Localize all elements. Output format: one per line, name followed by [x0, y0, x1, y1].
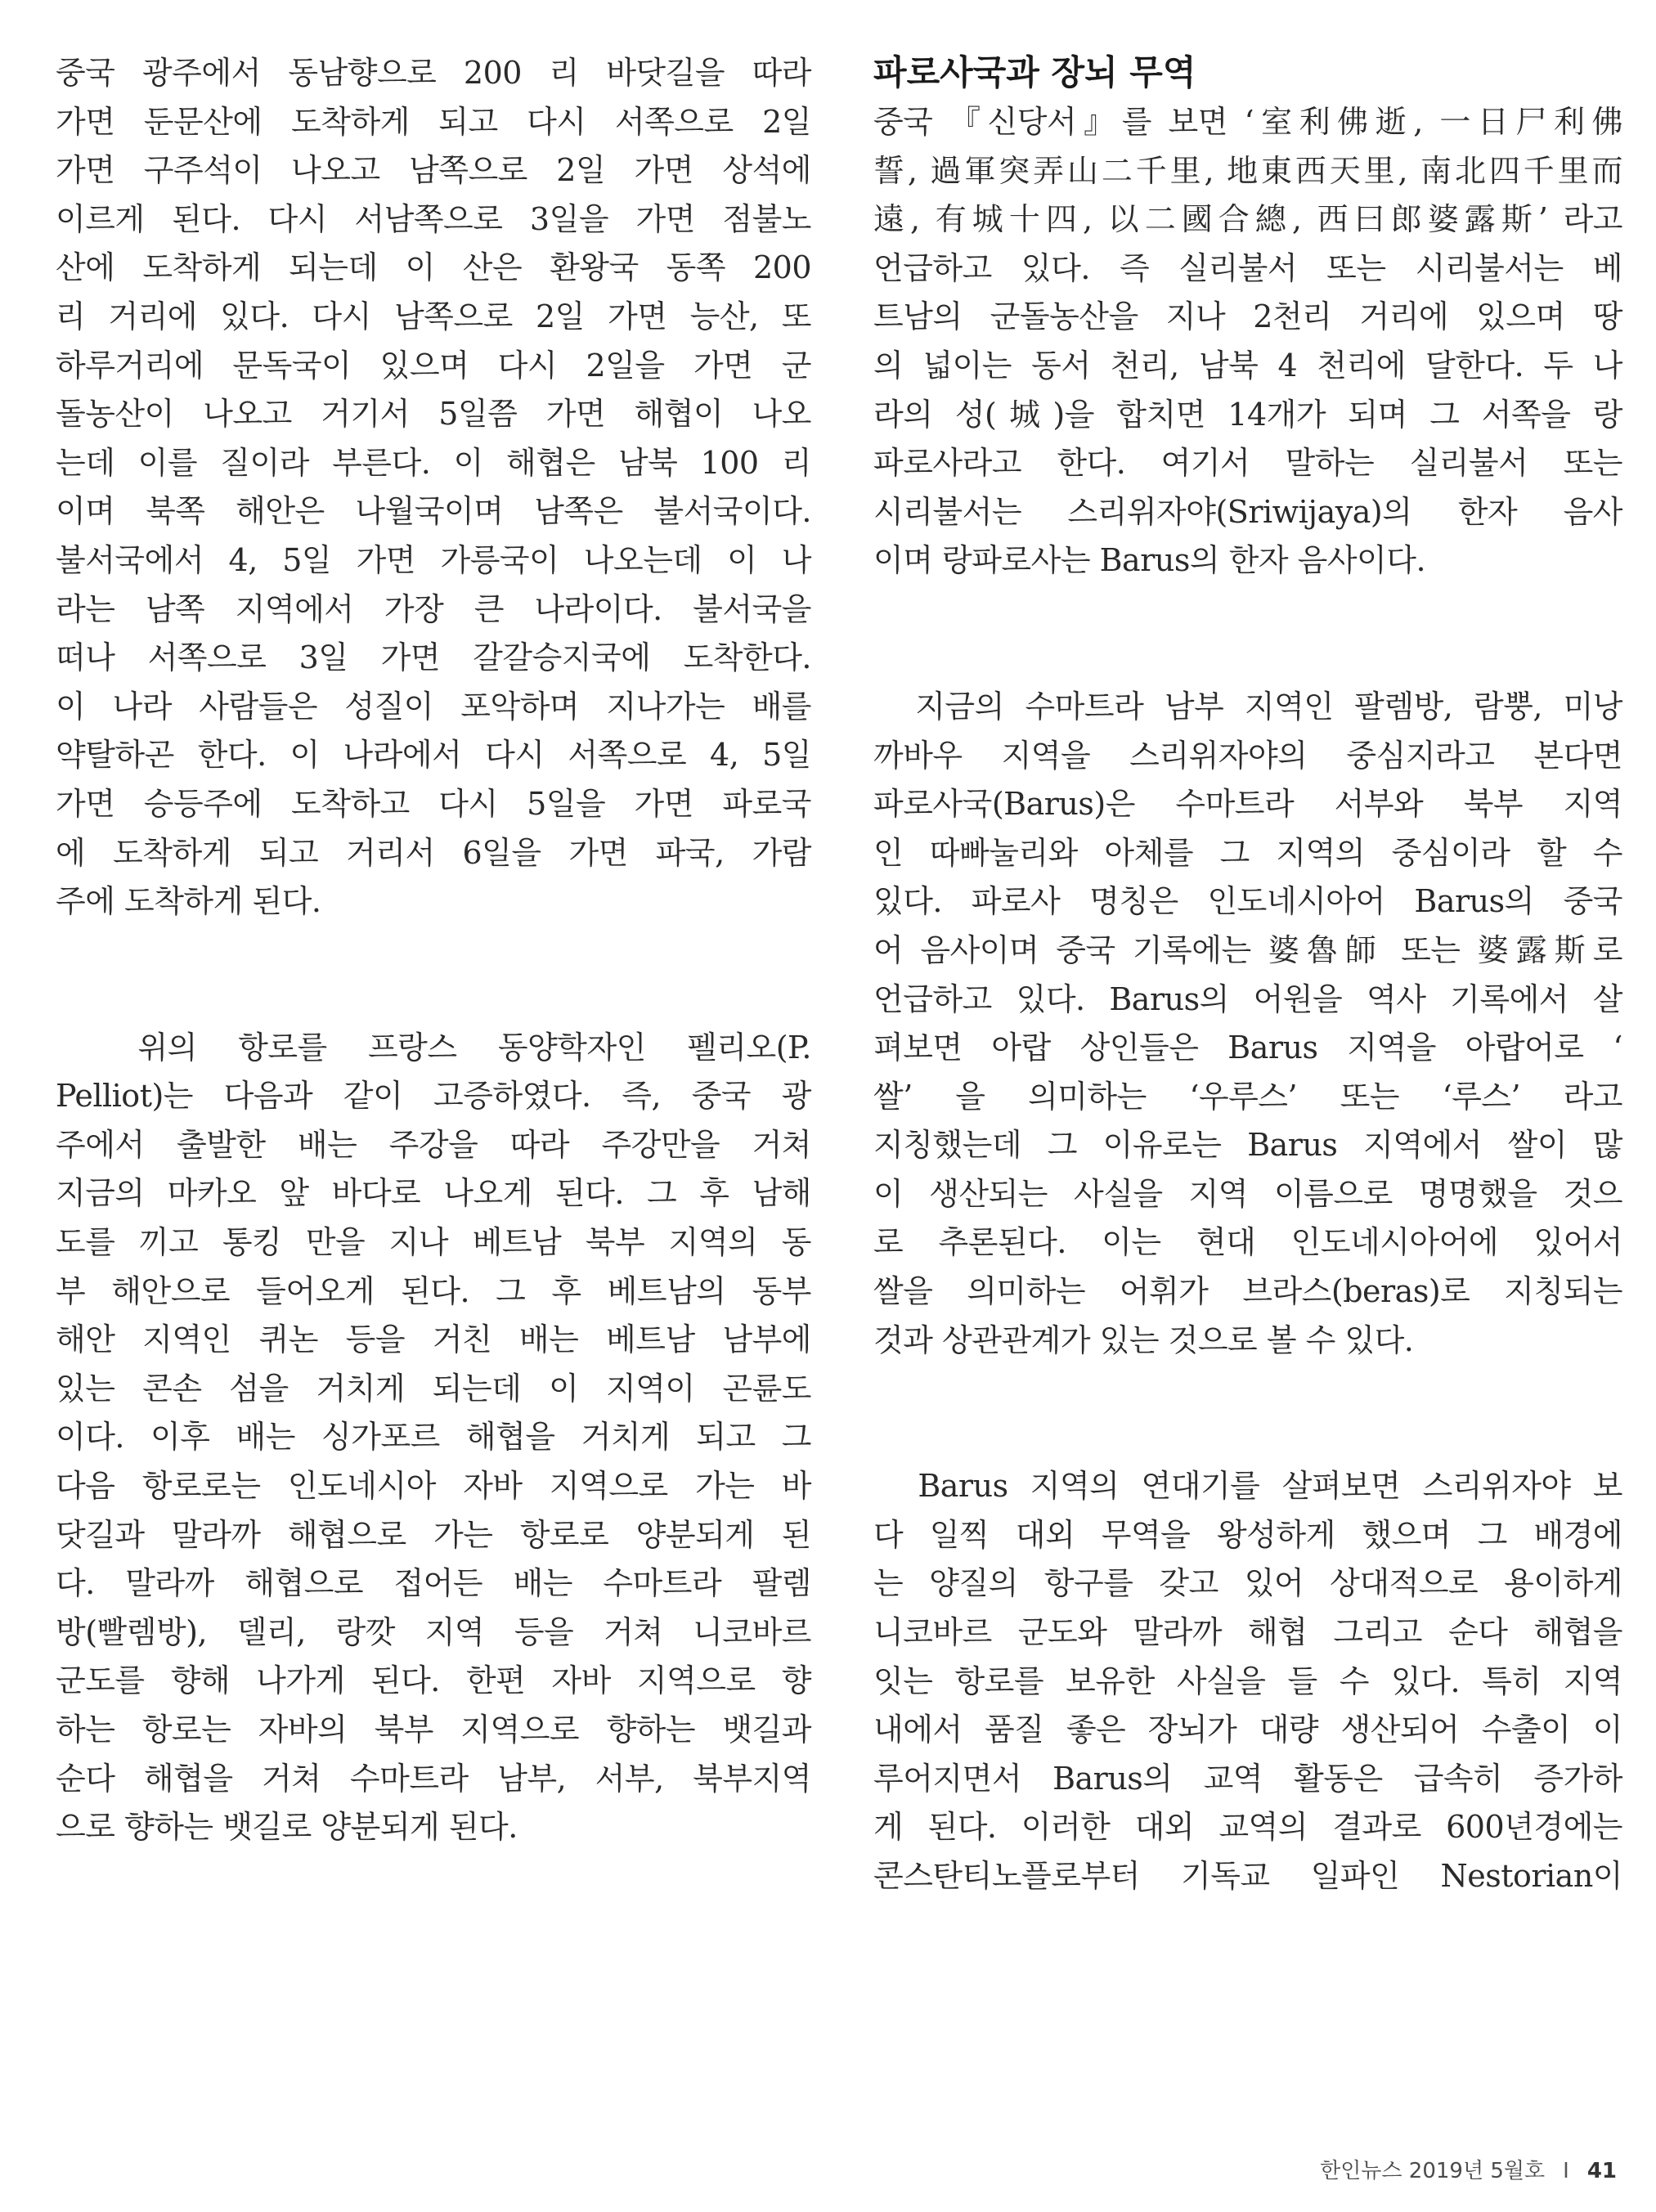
text-line: 약탈하곤 한다. 이 나라에서 다시 서쪽으로 4, 5일 — [56, 737, 811, 774]
text-line: 떠나 서쪽으로 3일 가면 갈갈승지국에 도착한다. — [56, 639, 811, 676]
text-line: 로 추론된다. 이는 현대 인도네시아어에 있어서 — [873, 1224, 1622, 1261]
text-line: 誓, 過軍突弄山二千里, 地東西天里, 南北四千里而 — [873, 152, 1622, 189]
text-line: 순다 해협을 거쳐 수마트라 남부, 서부, 북부지역 — [56, 1760, 811, 1797]
right-column — [873, 49, 1622, 1901]
paragraph — [56, 1024, 811, 1852]
text-line: 이 나라 사람들은 성질이 포악하며 지나가는 배를 — [56, 688, 811, 725]
text-line: 중국 광주에서 동남향으로 200 리 바닷길을 따라 — [56, 55, 811, 91]
text-line: 루어지면서 Barus의 교역 활동은 급속히 증가하 — [873, 1760, 1622, 1797]
text-line: 다음 항로로는 인도네시아 자바 지역으로 가는 바 — [56, 1468, 811, 1505]
text-line: 닷길과 말라까 해협으로 가는 항로로 양분되게 된 — [56, 1516, 811, 1553]
text-line: 부 해안으로 들어오게 된다. 그 후 베트남의 동부 — [56, 1272, 811, 1309]
text-line: 있다. 파로사 명칭은 인도네시아어 Barus의 중국 — [873, 883, 1622, 920]
text-line: 는데 이를 질이라 부른다. 이 해협은 남북 100 리 — [56, 444, 811, 481]
text-line: 쌀’ 을 의미하는 ‘우루스’ 또는 ‘루스’ 라고 — [873, 1078, 1622, 1115]
text-line: 는 양질의 항구를 갖고 있어 상대적으로 용이하게 — [873, 1565, 1622, 1602]
text-line: 이며 랑파로사는 Barus의 한자 음사이다. — [873, 542, 1426, 579]
text-line: 지금의 수마트라 남부 지역인 팔렘방, 람뿡, 미낭 — [873, 688, 1622, 725]
footer-separator: I — [1563, 2159, 1569, 2183]
text-line: 다. 말라까 해협으로 접어든 배는 수마트라 팔렘 — [56, 1565, 811, 1602]
text-line: 잇는 항로를 보유한 사실을 들 수 있다. 특히 지역 — [873, 1662, 1622, 1699]
text-line: Pelliot)는 다음과 같이 고증하였다. 즉, 중국 광 — [56, 1078, 811, 1115]
text-line: 지금의 마카오 앞 바다로 나오게 된다. 그 후 남해 — [56, 1175, 811, 1212]
text-line: 산에 도착하게 되는데 이 산은 환왕국 동쪽 200 — [56, 249, 811, 286]
paragraph — [873, 683, 1622, 1365]
text-line: 시리불서는 스리위자야(Sriwijaya)의 한자 음사 — [873, 493, 1622, 530]
text-line: 언급하고 있다. Barus의 어원을 역사 기록에서 살 — [873, 980, 1622, 1017]
text-line: 다 일찍 대외 무역을 왕성하게 했으며 그 배경에 — [873, 1516, 1622, 1553]
text-line: 불서국에서 4, 5일 가면 가릉국이 나오는데 이 나 — [56, 541, 811, 578]
text-line: 해안 지역인 퀴논 등을 거친 배는 베트남 남부에 — [56, 1321, 811, 1358]
text-line: 펴보면 아랍 상인들은 Barus 지역을 아랍어로 ‘ — [873, 1030, 1622, 1066]
text-line: 쌀을 의미하는 어휘가 브라스(beras)로 지칭되는 — [873, 1273, 1622, 1310]
text-line: 돌농산이 나오고 거기서 5일쯤 가면 해협이 나오 — [56, 396, 811, 433]
left-column — [56, 49, 811, 1852]
text-line: 내에서 품질 좋은 장뇌가 대량 생산되어 수출이 이 — [873, 1712, 1622, 1748]
text-line: 군도를 향해 나가게 된다. 한편 자바 지역으로 향 — [56, 1662, 811, 1699]
text-line: 가면 구주석이 나오고 남쪽으로 2일 가면 상석에 — [56, 152, 811, 189]
text-line: 방(빨렘방), 델리, 랑깟 지역 등을 거쳐 니코바르 — [56, 1613, 811, 1650]
paragraph-gap — [873, 586, 1622, 683]
publication-name: 한인뉴스 2019년 5월호 — [1320, 2159, 1546, 2183]
page-number: 41 — [1586, 2159, 1617, 2183]
paragraph — [873, 98, 1622, 586]
text-line: 라의 성(城)을 합치면 14개가 되며 그 서쪽을 랑 — [873, 396, 1622, 433]
text-line: 까바우 지역을 스리위자야의 중심지라고 본다면 — [873, 737, 1622, 774]
text-line: 파로사라고 한다. 여기서 말하는 실리불서 또는 — [873, 445, 1622, 482]
text-line: 언급하고 있다. 즉 실리불서 또는 시리불서는 베 — [873, 249, 1622, 286]
paragraph-gap — [873, 1365, 1622, 1462]
text-line: 지칭했는데 그 이유로는 Barus 지역에서 쌀이 많 — [873, 1127, 1622, 1164]
paragraph — [56, 49, 811, 927]
page-footer — [1320, 2154, 1617, 2184]
text-line: 하는 항로는 자바의 북부 지역으로 향하는 뱃길과 — [56, 1712, 811, 1748]
text-line: 주에 도착하게 된다. — [56, 883, 321, 920]
text-line: 니코바르 군도와 말라까 해협 그리고 순다 해협을 — [873, 1614, 1622, 1651]
text-line: 에 도착하게 되고 거리서 6일을 가면 파국, 가람 — [56, 834, 811, 871]
text-line: 위의 항로를 프랑스 동양학자인 펠리오(P. — [56, 1029, 811, 1066]
text-line: 파로사국(Barus)은 수마트라 서부와 북부 지역 — [873, 786, 1622, 823]
paragraph — [873, 1462, 1622, 1900]
text-line: 있는 콘손 섬을 거치게 되는데 이 지역이 곤륜도 — [56, 1370, 811, 1407]
text-line: 도를 끼고 통킹 만을 지나 베트남 북부 지역의 동 — [56, 1224, 811, 1261]
text-line: 리 거리에 있다. 다시 남쪽으로 2일 가면 능산, 또 — [56, 298, 811, 334]
text-line: 가면 둔문산에 도착하게 되고 다시 서쪽으로 2일 — [56, 103, 811, 140]
text-line: 으로 향하는 뱃길로 양분되게 된다. — [56, 1809, 518, 1846]
text-line: 콘스탄티노플로부터 기독교 일파인 Nestorian이 — [873, 1858, 1622, 1894]
text-line: 어 음사이며 중국 기록에는 婆魯師 또는 婆露斯로 — [873, 931, 1622, 968]
text-line: 이며 북쪽 해안은 나월국이며 남쪽은 불서국이다. — [56, 493, 811, 530]
text-line: 라는 남쪽 지역에서 가장 큰 나라이다. 불서국을 — [56, 590, 811, 627]
text-line: 게 된다. 이러한 대외 교역의 결과로 600년경에는 — [873, 1809, 1622, 1846]
text-line: 가면 승등주에 도착하고 다시 5일을 가면 파로국 — [56, 785, 811, 822]
text-line: 의 넓이는 동서 천리, 남북 4 천리에 달한다. 두 나 — [873, 347, 1622, 384]
text-line: 이다. 이후 배는 싱가포르 해협을 거치게 되고 그 — [56, 1419, 811, 1456]
section-heading: 파로사국과 장뇌 무역 — [873, 52, 1196, 92]
text-line: 하루거리에 문독국이 있으며 다시 2일을 가면 군 — [56, 347, 811, 384]
text-line: Barus 지역의 연대기를 살펴보면 스리위자야 보 — [873, 1468, 1622, 1505]
text-line: 것과 상관관계가 있는 것으로 볼 수 있다. — [873, 1321, 1414, 1358]
text-line: 인 따빠눌리와 아체를 그 지역의 중심이라 할 수 — [873, 834, 1622, 871]
text-line: 이 생산되는 사실을 지역 이름으로 명명했을 것으 — [873, 1175, 1622, 1212]
paragraph-gap — [56, 927, 811, 1024]
text-line: 遠, 有城十四, 以二國合總, 西曰郎婆露斯’ 라고 — [873, 201, 1622, 238]
text-line: 중국 『신당서』를 보면 ‘室利佛逝, 一日尸利佛 — [873, 104, 1622, 140]
text-line: 트남의 군돌농산을 지나 2천리 거리에 있으며 땅 — [873, 298, 1622, 335]
text-line: 이르게 된다. 다시 서남쪽으로 3일을 가면 점불노 — [56, 200, 811, 237]
text-line: 주에서 출발한 배는 주강을 따라 주강만을 거쳐 — [56, 1126, 811, 1163]
